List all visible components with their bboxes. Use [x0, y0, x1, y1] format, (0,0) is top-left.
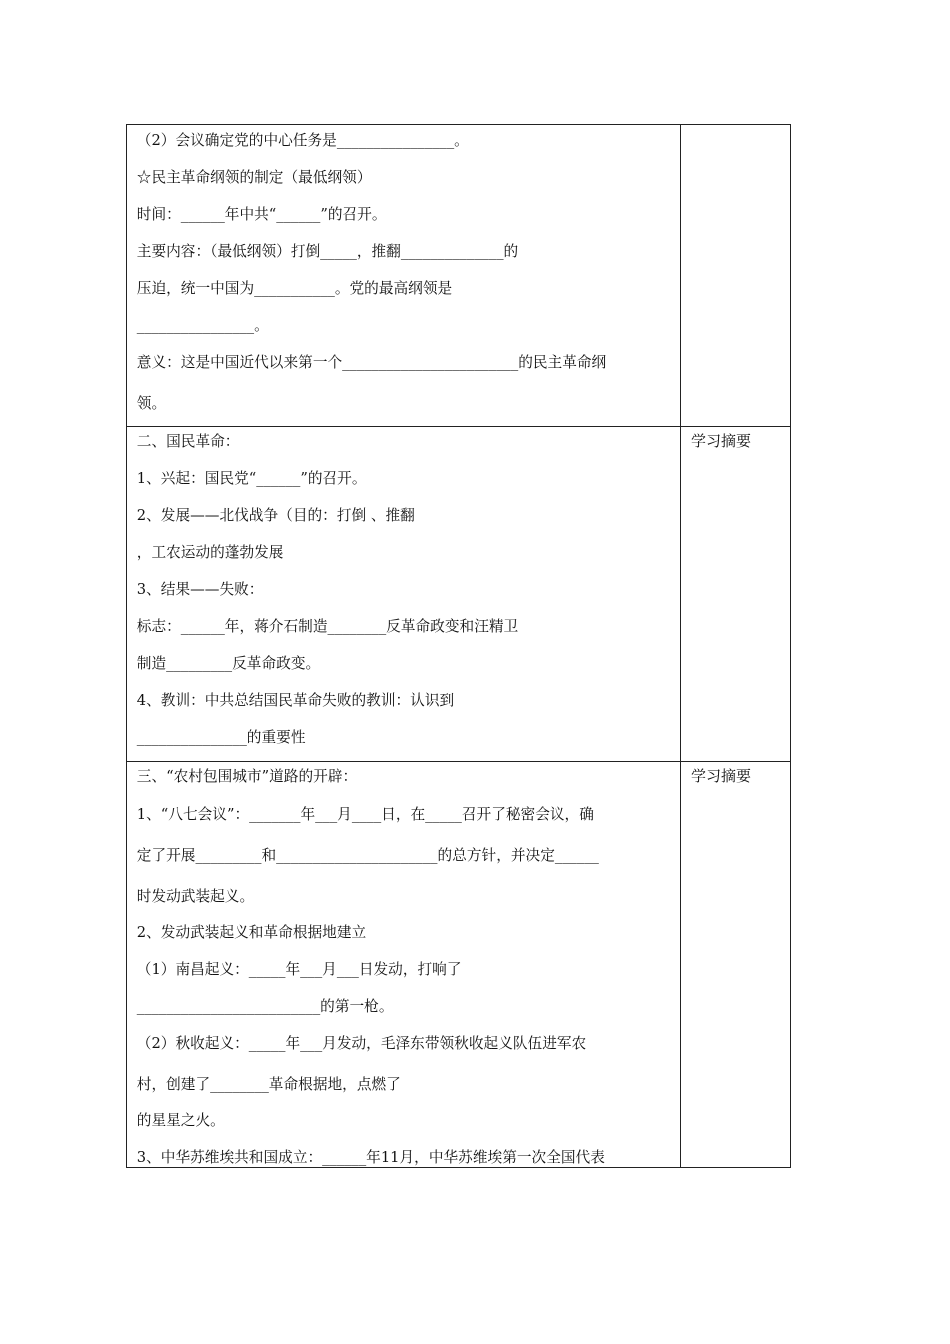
worksheet-table: [126, 124, 791, 1168]
section-2-line: 标志：______年，蒋介石制造________反革命政变和汪精卫: [136, 617, 519, 635]
section-3-line: （2）秋收起义：_____年___月发动，毛泽东带领秋收起义队伍进军农: [136, 1034, 587, 1052]
section-1-line: （2）会议确定党的中心任务是________________。: [136, 131, 469, 149]
section-1-line: 领。: [136, 394, 167, 412]
section-3-line: 定了开展_________和______________________的总方针，并决定______: [136, 846, 599, 864]
section-row-2: [127, 427, 791, 762]
section-2-content: [127, 427, 681, 762]
section-2-line: 4、教训：中共总结国民革命失败的教训：认识到: [136, 691, 455, 709]
section-3-line: （1）南昌起义：_____年___月___日发动，打响了: [136, 960, 462, 978]
section-2-line: 1、兴起：国民党“______”的召开。: [136, 469, 367, 487]
section-1-line: ☆民主革命纲领的制定（最低纲领）: [136, 168, 372, 186]
section-1-line: ________________。: [136, 316, 269, 334]
section-3-line: 的星星之火。: [136, 1111, 225, 1129]
section-3-line: 1、“八七会议”：_______年___月____日，在_____召开了秘密会议，确: [136, 805, 594, 823]
section-1-line: 意义：这是中国近代以来第一个________________________的民主革命纲: [136, 353, 607, 371]
section-3-line: _________________________的第一枪。: [136, 997, 394, 1015]
section-row-3: [127, 762, 791, 1168]
section-3-side: [681, 762, 791, 1168]
section-2-side: [681, 427, 791, 762]
section-2-line: ，工农运动的蓬勃发展: [136, 543, 284, 561]
section-1-side: [681, 125, 791, 427]
section-2-line: 2、发展——北伐战争（目的：打倒 、推翻: [136, 506, 415, 524]
section-row-1: [127, 125, 791, 427]
section-3-line: 3、中华苏维埃共和国成立：______年11月，中华苏维埃第一次全国代表: [136, 1148, 605, 1166]
section-1-line: 主要内容：（最低纲领）打倒_____，推翻______________的: [136, 242, 519, 260]
section-2-line: 3、结果——失败：: [136, 580, 264, 598]
study-summary-label: [681, 125, 790, 129]
section-3-line: 2、发动武装起义和革命根据地建立: [136, 923, 367, 941]
section-3-line: 三、“农村包围城市”道路的开辟：: [136, 767, 358, 785]
section-1-content: [127, 125, 681, 427]
study-summary-label: 学习摘要: [691, 432, 752, 450]
section-2-line: 制造_________反革命政变。: [136, 654, 321, 672]
section-1-line: 时间：______年中共“______”的召开。: [136, 205, 387, 223]
section-2-line: 二、国民革命：: [136, 432, 240, 450]
section-2-line: _______________的重要性: [136, 728, 306, 746]
section-1-line: 压迫，统一中国为___________。党的最高纲领是: [136, 279, 453, 297]
section-3-line: 村，创建了________革命根据地，点燃了: [136, 1075, 401, 1093]
section-3-content: [127, 762, 681, 1168]
study-summary-label: 学习摘要: [691, 767, 752, 785]
section-3-line: 时发动武装起义。: [136, 887, 255, 905]
